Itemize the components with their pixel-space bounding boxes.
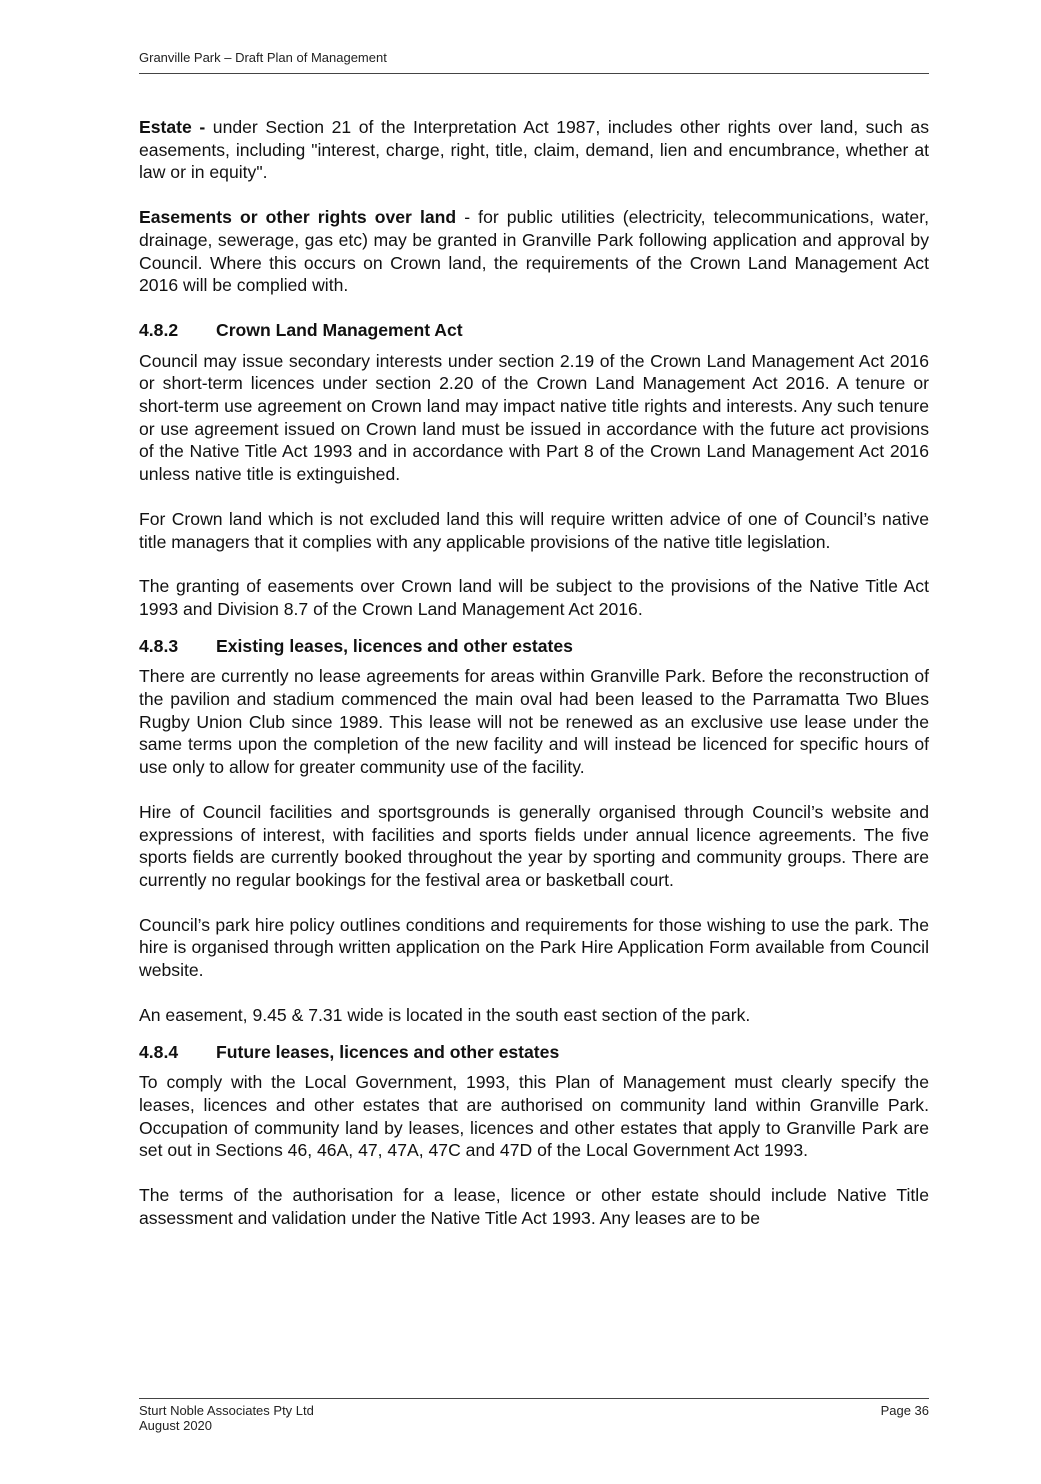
section-heading-4-8-4 — [139, 1041, 929, 1064]
footer-date: August 2020 — [139, 1418, 213, 1433]
page-footer — [139, 1398, 929, 1433]
estate-definition: under Section 21 of the Interpretation Act 1987, includes other rights over land, such as easements, including "interest, charge, right, title, claim, demand, lien and encumbrance, whether at law or in equity". — [139, 117, 929, 183]
paragraph: Council may issue secondary interests under section 2.19 of the Crown Land Management Act 2016 or short-term licences under section 2.20 of the Crown Land Management Act 2016. A tenure or short-term use agreement on Crown land may impact native title rights and interests. Any such tenure or use agreement issued on Crown land must be issued in accordance with the future act provisions of the Native Title Act 1993 and in accordance with Part 8 of the Crown Land Management Act 2016 unless native title is extinguished. — [139, 350, 929, 485]
paragraph: To comply with the Local Government, 1993, this Plan of Management must clearly specify the leases, licences and other estates that are authorised on community land within Granville Park. Occupation of community land by leases, licences and other estates that apply to Granville Park are set out in Sections 46, 46A, 47, 47A, 47C and 47D of the Local Government Act 1993. — [139, 1072, 929, 1161]
page-number: Page 36 — [880, 1403, 929, 1418]
paragraph-easements — [139, 206, 929, 297]
header-title: Granville Park – Draft Plan of Management — [139, 50, 387, 65]
section-number: 4.8.2 — [139, 319, 179, 340]
paragraph: There are currently no lease agreements for areas within Granville Park. Before the reconstruction of the pavilion and stadium commenced the main oval had been leased to the Parramatta Two Blues Rugby Union Club since 1989. This lease will not be renewed as an exclusive use lease under the same terms upon the completion of the new facility and will instead be licenced for specific hours of use only to allow for greater community use of the facility. — [139, 666, 929, 778]
paragraph: Council’s park hire policy outlines conditions and requirements for those wishing to use the park. The hire is organised through written application on the Park Hire Application Form available from Council website. — [139, 914, 929, 981]
section-number: 4.8.4 — [139, 1041, 179, 1062]
term-easements: Easements or other rights over land — [139, 207, 457, 228]
page-header — [139, 50, 929, 74]
section-title: Future leases, licences and other estates — [216, 1041, 560, 1062]
easements-definition: - for public utilities (electricity, telecommunications, water, drainage, sewerage, gas etc) may be granted in Granville Park following application and approval by Council. Where this occurs on Crown land, the requirements of the Crown Land Management Act 2016 will be complied with. — [139, 207, 929, 296]
section-number: 4.8.3 — [139, 635, 179, 656]
paragraph: Hire of Council facilities and sportsgrounds is generally organised through Council’s website and expressions of interest, with facilities and sports fields under annual licence agreements. The five sports fields are currently booked throughout the year by sporting and community groups. There are currently no regular bookings for the festival area or basketball court. — [139, 801, 929, 890]
section-title: Existing leases, licences and other estates — [216, 635, 573, 656]
document-body — [139, 116, 929, 1251]
paragraph: For Crown land which is not excluded land this will require written advice of one of Council’s native title managers that it complies with any applicable provisions of the native title legislation. — [139, 508, 929, 552]
paragraph: An easement, 9.45 & 7.31 wide is located in the south east section of the park. — [139, 1004, 751, 1025]
section-heading-4-8-2 — [139, 319, 929, 342]
paragraph: The terms of the authorisation for a lease, licence or other estate should include Native Title assessment and validation under the Native Title Act 1993. Any leases are to be — [139, 1185, 929, 1228]
term-estate: Estate - — [139, 117, 206, 137]
paragraph-estate — [139, 116, 929, 184]
section-title: Crown Land Management Act — [216, 319, 463, 340]
footer-company: Sturt Noble Associates Pty Ltd — [139, 1403, 314, 1418]
paragraph: The granting of easements over Crown land will be subject to the provisions of the Native Title Act 1993 and Division 8.7 of the Crown Land Management Act 2016. — [139, 576, 929, 619]
section-heading-4-8-3 — [139, 635, 929, 658]
